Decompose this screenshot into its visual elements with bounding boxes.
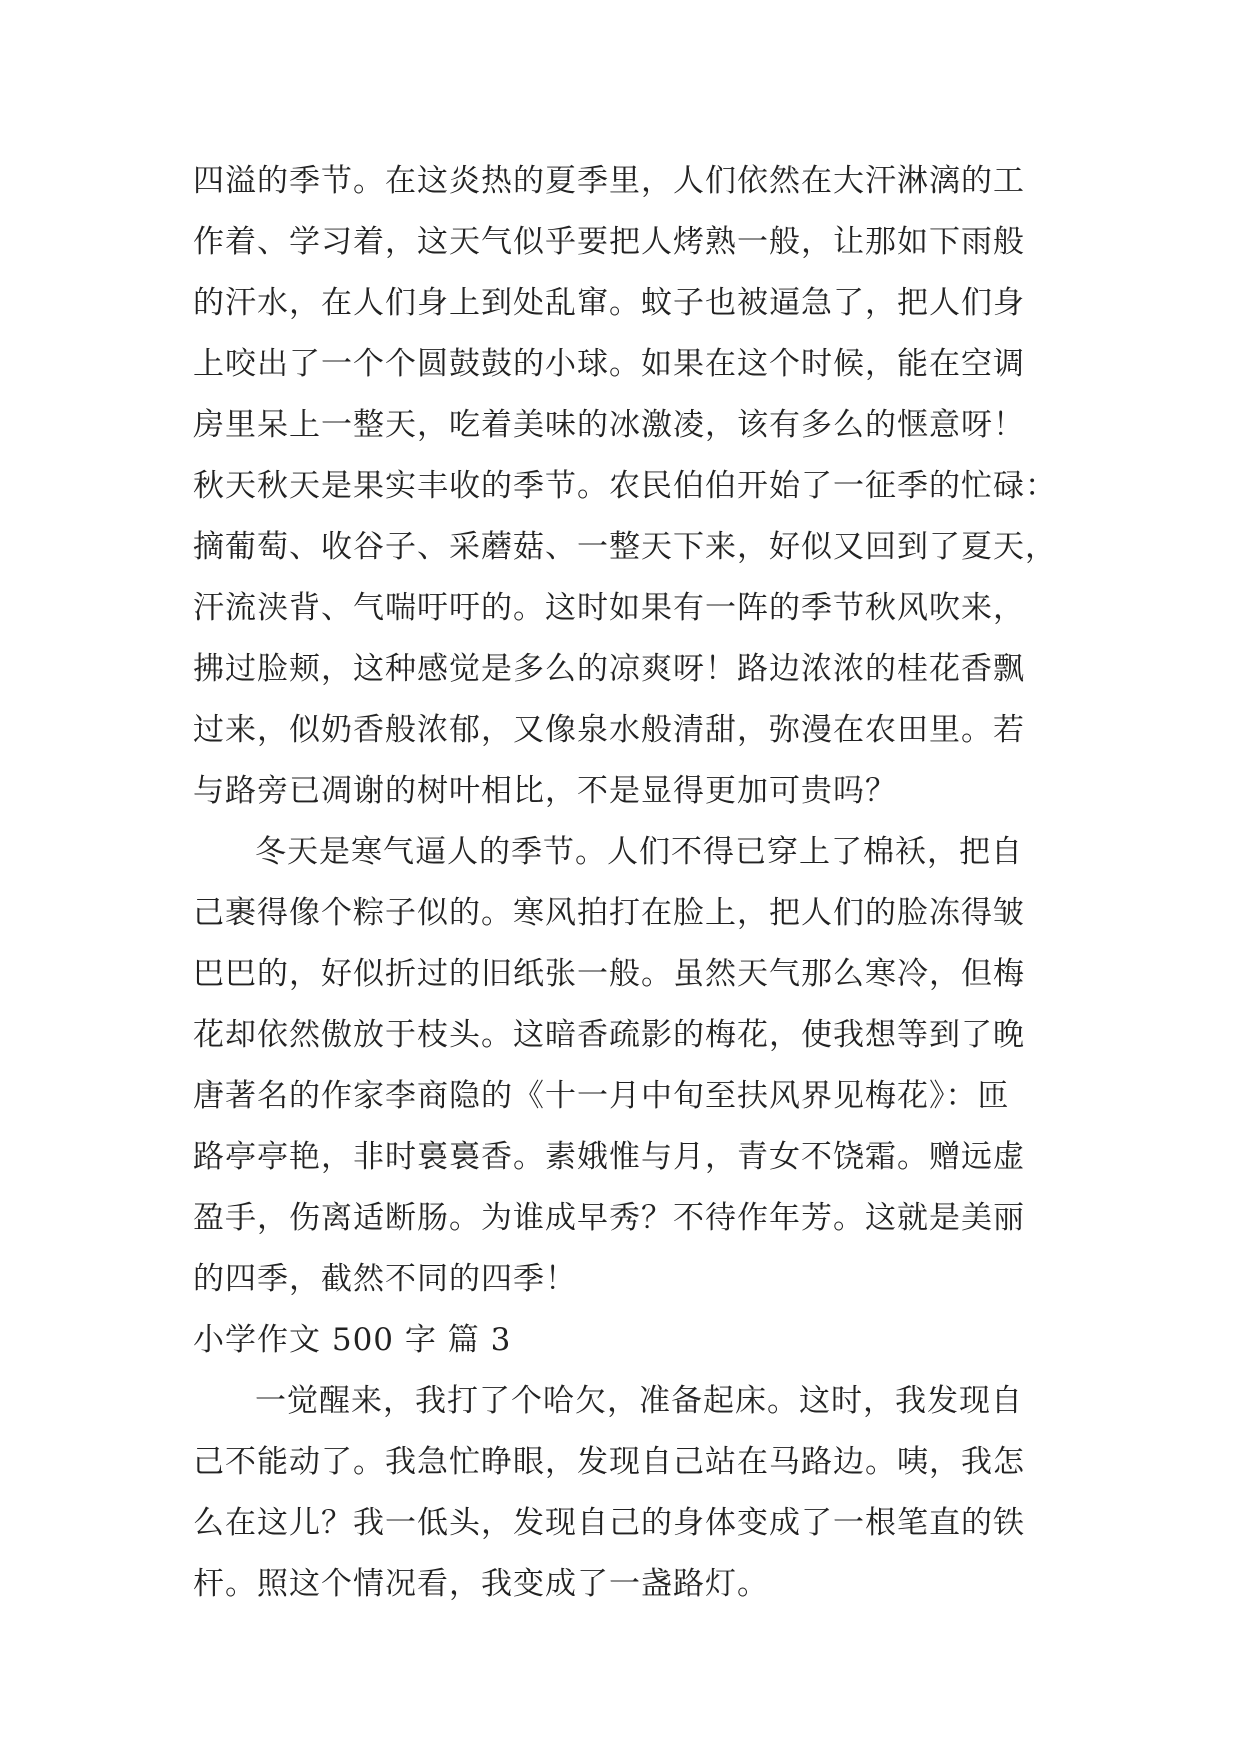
paragraph-streetlamp	[193, 1371, 1073, 1615]
text-line: 摘葡萄、收谷子、采蘑菇、一整天下来，好似又回到了夏天，	[193, 529, 1057, 565]
text-line: 作着、学习着，这天气似乎要把人烤熟一般，让那如下雨般	[193, 224, 1025, 260]
text-line: 四溢的季节。在这炎热的夏季里，人们依然在大汗淋漓的工	[193, 163, 1025, 199]
text-line: 与路旁已凋谢的树叶相比，不是显得更加可贵吗？	[193, 773, 897, 809]
text-line: 路亭亭艳，非时裛裛香。素娥惟与月，青女不饶霜。赠远虚	[193, 1139, 1025, 1175]
text-line: 一觉醒来，我打了个哈欠，准备起床。这时，我发现自	[255, 1383, 1023, 1419]
text-line: 冬天是寒气逼人的季节。人们不得已穿上了棉袄，把自	[255, 834, 1023, 870]
text-line: 的四季，截然不同的四季！	[193, 1261, 577, 1297]
text-line: 拂过脸颊，这种感觉是多么的凉爽呀！路边浓浓的桂花香飘	[193, 651, 1025, 687]
text-line: 盈手，伤离适断肠。为谁成早秀？不待作年芳。这就是美丽	[193, 1200, 1025, 1236]
section-heading: 小学作文 500 字 篇 3	[193, 1322, 512, 1358]
paragraph-summer-autumn	[193, 151, 1073, 822]
text-line: 己不能动了。我急忙睁眼，发现自己站在马路边。咦，我怎	[193, 1444, 1025, 1480]
text-line: 过来，似奶香般浓郁，又像泉水般清甜，弥漫在农田里。若	[193, 712, 1025, 748]
paragraph-winter	[193, 822, 1073, 1310]
text-line: 唐著名的作家李商隐的《十一月中旬至扶风界见梅花》：匝	[193, 1078, 1010, 1114]
text-line: 汗流浃背、气喘吁吁的。这时如果有一阵的季节秋风吹来，	[193, 590, 1025, 626]
text-line: 房里呆上一整天，吃着美味的冰激凌，该有多么的惬意呀！	[193, 407, 1025, 443]
text-line: 巴巴的，好似折过的旧纸张一般。虽然天气那么寒冷，但梅	[193, 956, 1025, 992]
document-body	[193, 151, 1073, 1615]
text-line: 上咬出了一个个圆鼓鼓的小球。如果在这个时候，能在空调	[193, 346, 1025, 382]
text-line: 的汗水，在人们身上到处乱窜。蚊子也被逼急了，把人们身	[193, 285, 1025, 321]
text-line: 么在这儿？我一低头，发现自己的身体变成了一根笔直的铁	[193, 1505, 1025, 1541]
text-line: 己裹得像个粽子似的。寒风拍打在脸上，把人们的脸冻得皱	[193, 895, 1025, 931]
text-line: 花却依然傲放于枝头。这暗香疏影的梅花，使我想等到了晚	[193, 1017, 1025, 1053]
text-line: 秋天秋天是果实丰收的季节。农民伯伯开始了一征季的忙碌：	[193, 468, 1057, 504]
text-line: 杆。照这个情况看，我变成了一盏路灯。	[193, 1566, 769, 1602]
